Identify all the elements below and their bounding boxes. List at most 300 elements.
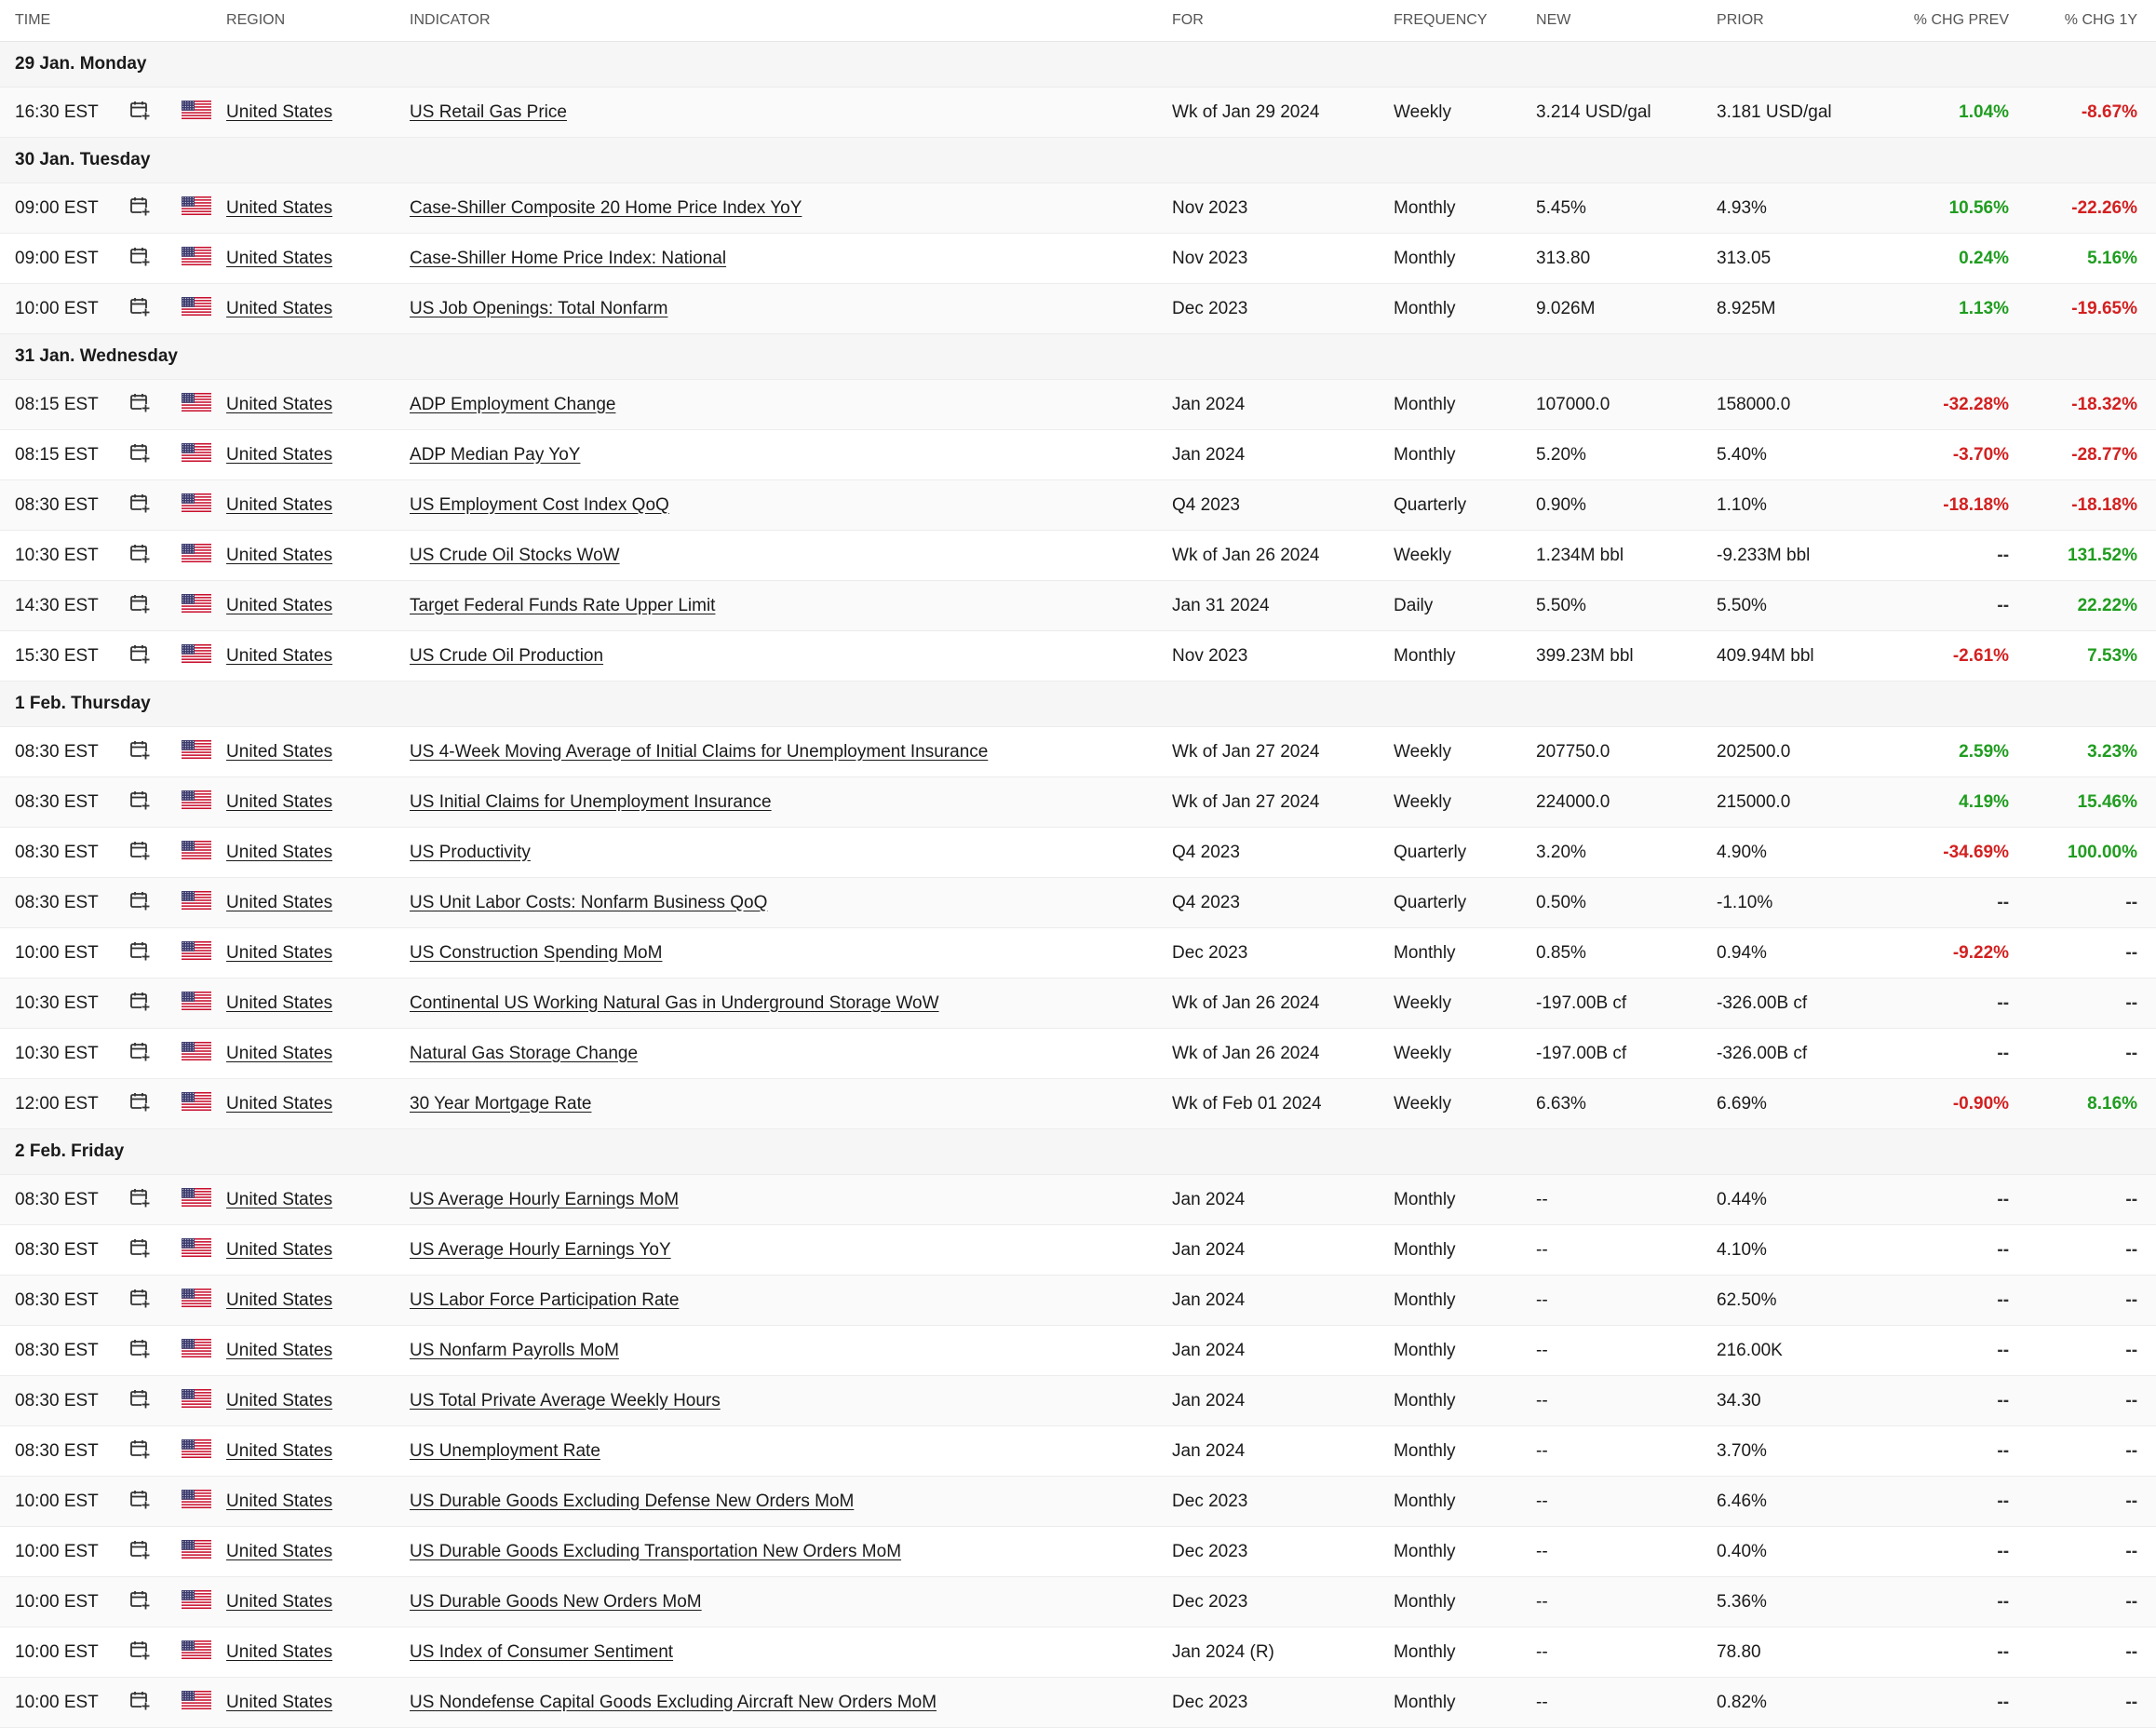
calendar-add-icon[interactable]	[129, 1041, 150, 1067]
region-link[interactable]: United States	[226, 1678, 410, 1728]
table-row	[0, 1577, 2156, 1627]
indicator-link[interactable]: Case-Shiller Composite 20 Home Price Index YoY	[410, 183, 1172, 234]
event-chg-prev: -0.90%	[1884, 1079, 2028, 1129]
event-frequency: Weekly	[1394, 777, 1536, 828]
event-period: Wk of Jan 27 2024	[1172, 777, 1394, 828]
region-link[interactable]: United States	[226, 234, 410, 284]
add-to-calendar-button[interactable]	[126, 878, 182, 928]
event-chg-1y: 100.00%	[2028, 828, 2156, 878]
event-chg-1y: 8.16%	[2028, 1079, 2156, 1129]
table-row	[0, 1029, 2156, 1079]
event-new-value: --	[1536, 1577, 1717, 1627]
event-new-value: 5.45%	[1536, 183, 1717, 234]
event-time: 16:30 EST	[0, 88, 126, 138]
indicator-link[interactable]: US Durable Goods New Orders MoM	[410, 1577, 1172, 1627]
flag-cell	[182, 531, 226, 581]
region-link[interactable]: United States	[226, 380, 410, 430]
us-flag-icon	[182, 1590, 211, 1614]
indicator-link[interactable]: US Crude Oil Stocks WoW	[410, 531, 1172, 581]
event-period: Dec 2023	[1172, 284, 1394, 334]
event-period: Q4 2023	[1172, 480, 1394, 531]
event-frequency: Quarterly	[1394, 878, 1536, 928]
event-frequency: Monthly	[1394, 631, 1536, 682]
flag-cell	[182, 430, 226, 480]
event-new-value: -197.00B cf	[1536, 1029, 1717, 1079]
indicator-link[interactable]: Natural Gas Storage Change	[410, 1029, 1172, 1079]
day-header	[0, 1129, 2156, 1175]
event-chg-prev: --	[1884, 1426, 2028, 1477]
event-frequency: Monthly	[1394, 1376, 1536, 1426]
calendar-add-icon[interactable]	[129, 1288, 150, 1314]
region-link[interactable]: United States	[226, 480, 410, 531]
table-row	[0, 430, 2156, 480]
indicator-link[interactable]: ADP Median Pay YoY	[410, 430, 1172, 480]
table-row	[0, 979, 2156, 1029]
event-prior-value: 0.40%	[1717, 1527, 1884, 1577]
region-link[interactable]: United States	[226, 1527, 410, 1577]
indicator-link[interactable]: US Labor Force Participation Rate	[410, 1276, 1172, 1326]
table-row	[0, 631, 2156, 682]
indicator-link[interactable]: Case-Shiller Home Price Index: National	[410, 234, 1172, 284]
event-chg-1y: --	[2028, 1527, 2156, 1577]
calendar-add-icon[interactable]	[129, 890, 150, 916]
header-region[interactable]: REGION	[226, 0, 410, 42]
calendar-add-icon[interactable]	[129, 1489, 150, 1515]
event-time: 08:30 EST	[0, 1326, 126, 1376]
event-chg-1y: --	[2028, 1477, 2156, 1527]
header-chg-1y[interactable]: % CHG 1Y	[2028, 0, 2156, 42]
event-frequency: Daily	[1394, 581, 1536, 631]
event-new-value: 224000.0	[1536, 777, 1717, 828]
flag-cell	[182, 1326, 226, 1376]
event-chg-1y: --	[2028, 1627, 2156, 1678]
event-chg-prev: --	[1884, 1276, 2028, 1326]
event-new-value: --	[1536, 1477, 1717, 1527]
calendar-add-icon[interactable]	[129, 100, 150, 126]
header-prior[interactable]: PRIOR	[1717, 0, 1884, 42]
region-link[interactable]: United States	[226, 1276, 410, 1326]
flag-cell	[182, 1477, 226, 1527]
indicator-link[interactable]: US Crude Oil Production	[410, 631, 1172, 682]
event-new-value: 207750.0	[1536, 727, 1717, 777]
event-prior-value: 215000.0	[1717, 777, 1884, 828]
indicator-link[interactable]: US Job Openings: Total Nonfarm	[410, 284, 1172, 334]
event-chg-prev: --	[1884, 979, 2028, 1029]
event-period: Wk of Jan 26 2024	[1172, 1029, 1394, 1079]
region-link[interactable]: United States	[226, 1477, 410, 1527]
table-row	[0, 1678, 2156, 1728]
event-chg-prev: --	[1884, 581, 2028, 631]
event-prior-value: 3.181 USD/gal	[1717, 88, 1884, 138]
event-frequency: Monthly	[1394, 1276, 1536, 1326]
calendar-add-icon[interactable]	[129, 1640, 150, 1666]
region-link[interactable]: United States	[226, 1426, 410, 1477]
event-chg-prev: --	[1884, 1577, 2028, 1627]
region-link[interactable]: United States	[226, 979, 410, 1029]
region-link[interactable]: United States	[226, 1326, 410, 1376]
header-for[interactable]: FOR	[1172, 0, 1394, 42]
event-chg-1y: 3.23%	[2028, 727, 2156, 777]
calendar-add-icon[interactable]	[129, 246, 150, 272]
calendar-add-icon[interactable]	[129, 392, 150, 418]
calendar-add-icon[interactable]	[129, 1438, 150, 1465]
region-link[interactable]: United States	[226, 88, 410, 138]
flag-cell	[182, 979, 226, 1029]
day-label: 1 Feb. Thursday	[0, 682, 2156, 727]
flag-cell	[182, 1678, 226, 1728]
event-prior-value: 1.10%	[1717, 480, 1884, 531]
calendar-add-icon[interactable]	[129, 940, 150, 966]
header-time[interactable]: TIME	[0, 0, 226, 42]
indicator-link[interactable]: US Unemployment Rate	[410, 1426, 1172, 1477]
us-flag-icon	[182, 790, 211, 815]
flag-cell	[182, 1527, 226, 1577]
region-link[interactable]: United States	[226, 1175, 410, 1225]
event-time: 10:00 EST	[0, 284, 126, 334]
event-new-value: 107000.0	[1536, 380, 1717, 430]
add-to-calendar-button[interactable]	[126, 88, 182, 138]
event-frequency: Weekly	[1394, 531, 1536, 581]
event-chg-1y: -8.67%	[2028, 88, 2156, 138]
calendar-add-icon[interactable]	[129, 593, 150, 619]
indicator-link[interactable]: Target Federal Funds Rate Upper Limit	[410, 581, 1172, 631]
event-prior-value: 62.50%	[1717, 1276, 1884, 1326]
add-to-calendar-button[interactable]	[126, 727, 182, 777]
region-link[interactable]: United States	[226, 430, 410, 480]
add-to-calendar-button[interactable]	[126, 1175, 182, 1225]
us-flag-icon	[182, 740, 211, 764]
event-chg-1y: --	[2028, 1326, 2156, 1376]
event-frequency: Monthly	[1394, 430, 1536, 480]
us-flag-icon	[182, 544, 211, 568]
calendar-add-icon[interactable]	[129, 543, 150, 569]
event-frequency: Monthly	[1394, 1577, 1536, 1627]
event-time: 10:30 EST	[0, 1029, 126, 1079]
add-to-calendar-button[interactable]	[126, 777, 182, 828]
us-flag-icon	[182, 196, 211, 221]
flag-cell	[182, 777, 226, 828]
add-to-calendar-button[interactable]	[126, 531, 182, 581]
add-to-calendar-button[interactable]	[126, 480, 182, 531]
us-flag-icon	[182, 443, 211, 467]
event-prior-value: -1.10%	[1717, 878, 1884, 928]
event-time: 08:30 EST	[0, 1175, 126, 1225]
event-new-value: --	[1536, 1175, 1717, 1225]
event-period: Wk of Jan 27 2024	[1172, 727, 1394, 777]
region-link[interactable]: United States	[226, 928, 410, 979]
table-row	[0, 828, 2156, 878]
region-link[interactable]: United States	[226, 1627, 410, 1678]
event-chg-1y: -28.77%	[2028, 430, 2156, 480]
event-chg-1y: --	[2028, 878, 2156, 928]
indicator-link[interactable]: US Employment Cost Index QoQ	[410, 480, 1172, 531]
event-period: Dec 2023	[1172, 928, 1394, 979]
region-link[interactable]: United States	[226, 1029, 410, 1079]
region-link[interactable]: United States	[226, 531, 410, 581]
indicator-link[interactable]: US Durable Goods Excluding Defense New Orders MoM	[410, 1477, 1172, 1527]
calendar-add-icon[interactable]	[129, 790, 150, 816]
event-period: Dec 2023	[1172, 1527, 1394, 1577]
event-chg-1y: --	[2028, 979, 2156, 1029]
us-flag-icon	[182, 1490, 211, 1514]
event-frequency: Monthly	[1394, 1175, 1536, 1225]
add-to-calendar-button[interactable]	[126, 1029, 182, 1079]
event-time: 09:00 EST	[0, 234, 126, 284]
event-chg-1y: -19.65%	[2028, 284, 2156, 334]
us-flag-icon	[182, 1238, 211, 1262]
event-chg-prev: --	[1884, 1029, 2028, 1079]
add-to-calendar-button[interactable]	[126, 430, 182, 480]
calendar-add-icon[interactable]	[129, 296, 150, 322]
calendar-add-icon[interactable]	[129, 1388, 150, 1414]
table-row	[0, 727, 2156, 777]
us-flag-icon	[182, 101, 211, 125]
flag-cell	[182, 480, 226, 531]
event-chg-prev: 1.04%	[1884, 88, 2028, 138]
region-link[interactable]: United States	[226, 1225, 410, 1276]
header-frequency[interactable]: FREQUENCY	[1394, 0, 1536, 42]
event-new-value: -197.00B cf	[1536, 979, 1717, 1029]
add-to-calendar-button[interactable]	[126, 1376, 182, 1426]
event-frequency: Monthly	[1394, 1225, 1536, 1276]
indicator-link[interactable]: US Initial Claims for Unemployment Insurance	[410, 777, 1172, 828]
event-chg-prev: --	[1884, 1678, 2028, 1728]
day-label: 31 Jan. Wednesday	[0, 334, 2156, 380]
add-to-calendar-button[interactable]	[126, 581, 182, 631]
event-period: Jan 31 2024	[1172, 581, 1394, 631]
event-prior-value: 78.80	[1717, 1627, 1884, 1678]
flag-cell	[182, 1029, 226, 1079]
us-flag-icon	[182, 1439, 211, 1464]
event-time: 08:15 EST	[0, 430, 126, 480]
event-frequency: Monthly	[1394, 1627, 1536, 1678]
calendar-add-icon[interactable]	[129, 643, 150, 669]
table-row	[0, 183, 2156, 234]
calendar-add-icon[interactable]	[129, 442, 150, 468]
flag-cell	[182, 380, 226, 430]
event-period: Jan 2024	[1172, 1276, 1394, 1326]
event-chg-prev: 0.24%	[1884, 234, 2028, 284]
event-time: 08:30 EST	[0, 1225, 126, 1276]
us-flag-icon	[182, 1188, 211, 1212]
us-flag-icon	[182, 247, 211, 271]
add-to-calendar-button[interactable]	[126, 284, 182, 334]
us-flag-icon	[182, 297, 211, 321]
table-row	[0, 1527, 2156, 1577]
event-chg-1y: 7.53%	[2028, 631, 2156, 682]
add-to-calendar-button[interactable]	[126, 1079, 182, 1129]
event-new-value: --	[1536, 1627, 1717, 1678]
event-chg-1y: --	[2028, 1276, 2156, 1326]
region-link[interactable]: United States	[226, 1577, 410, 1627]
indicator-link[interactable]: US Unit Labor Costs: Nonfarm Business QoQ	[410, 878, 1172, 928]
event-new-value: 6.63%	[1536, 1079, 1717, 1129]
calendar-add-icon[interactable]	[129, 1690, 150, 1716]
event-new-value: 5.20%	[1536, 430, 1717, 480]
us-flag-icon	[182, 891, 211, 915]
header-chg-prev[interactable]: % CHG PREV	[1884, 0, 2028, 42]
calendar-add-icon[interactable]	[129, 493, 150, 519]
calendar-add-icon[interactable]	[129, 739, 150, 765]
flag-cell	[182, 1276, 226, 1326]
add-to-calendar-button[interactable]	[126, 183, 182, 234]
table-row	[0, 1326, 2156, 1376]
region-link[interactable]: United States	[226, 1079, 410, 1129]
indicator-link[interactable]: US Retail Gas Price	[410, 88, 1172, 138]
indicator-link[interactable]: US Average Hourly Earnings MoM	[410, 1175, 1172, 1225]
event-frequency: Monthly	[1394, 1326, 1536, 1376]
indicator-link[interactable]: US Average Hourly Earnings YoY	[410, 1225, 1172, 1276]
add-to-calendar-button[interactable]	[126, 1577, 182, 1627]
event-new-value: --	[1536, 1678, 1717, 1728]
flag-cell	[182, 828, 226, 878]
event-prior-value: 0.82%	[1717, 1678, 1884, 1728]
event-chg-prev: 1.13%	[1884, 284, 2028, 334]
event-period: Nov 2023	[1172, 183, 1394, 234]
event-prior-value: 8.925M	[1717, 284, 1884, 334]
event-prior-value: 4.93%	[1717, 183, 1884, 234]
table-row	[0, 928, 2156, 979]
event-prior-value: -326.00B cf	[1717, 979, 1884, 1029]
day-header	[0, 334, 2156, 380]
calendar-add-icon[interactable]	[129, 1539, 150, 1565]
region-link[interactable]: United States	[226, 183, 410, 234]
event-new-value: 5.50%	[1536, 581, 1717, 631]
indicator-link[interactable]: US Productivity	[410, 828, 1172, 878]
add-to-calendar-button[interactable]	[126, 1426, 182, 1477]
event-chg-prev: 2.59%	[1884, 727, 2028, 777]
flag-cell	[182, 88, 226, 138]
event-frequency: Monthly	[1394, 183, 1536, 234]
table-row	[0, 234, 2156, 284]
region-link[interactable]: United States	[226, 284, 410, 334]
event-prior-value: 158000.0	[1717, 380, 1884, 430]
event-prior-value: 216.00K	[1717, 1326, 1884, 1376]
add-to-calendar-button[interactable]	[126, 828, 182, 878]
table-row	[0, 284, 2156, 334]
add-to-calendar-button[interactable]	[126, 631, 182, 682]
event-chg-1y: --	[2028, 1426, 2156, 1477]
add-to-calendar-button[interactable]	[126, 1477, 182, 1527]
indicator-link[interactable]: US Index of Consumer Sentiment	[410, 1627, 1172, 1678]
event-frequency: Monthly	[1394, 1527, 1536, 1577]
region-link[interactable]: United States	[226, 777, 410, 828]
table-row	[0, 1276, 2156, 1326]
calendar-add-icon[interactable]	[129, 1187, 150, 1213]
event-time: 15:30 EST	[0, 631, 126, 682]
event-time: 10:00 EST	[0, 1577, 126, 1627]
add-to-calendar-button[interactable]	[126, 1225, 182, 1276]
event-chg-1y: --	[2028, 1678, 2156, 1728]
calendar-add-icon[interactable]	[129, 1589, 150, 1615]
event-time: 08:30 EST	[0, 1276, 126, 1326]
region-link[interactable]: United States	[226, 878, 410, 928]
event-period: Jan 2024 (R)	[1172, 1627, 1394, 1678]
event-time: 10:00 EST	[0, 1627, 126, 1678]
event-prior-value: 5.50%	[1717, 581, 1884, 631]
event-time: 10:00 EST	[0, 928, 126, 979]
add-to-calendar-button[interactable]	[126, 234, 182, 284]
indicator-link[interactable]: Continental US Working Natural Gas in Underground Storage WoW	[410, 979, 1172, 1029]
table-row	[0, 1376, 2156, 1426]
indicator-link[interactable]: 30 Year Mortgage Rate	[410, 1079, 1172, 1129]
event-chg-1y: --	[2028, 928, 2156, 979]
table-row	[0, 480, 2156, 531]
add-to-calendar-button[interactable]	[126, 1276, 182, 1326]
region-link[interactable]: United States	[226, 581, 410, 631]
event-prior-value: 4.10%	[1717, 1225, 1884, 1276]
indicator-link[interactable]: US 4-Week Moving Average of Initial Claims for Unemployment Insurance	[410, 727, 1172, 777]
header-indicator[interactable]: INDICATOR	[410, 0, 1172, 42]
indicator-link[interactable]: ADP Employment Change	[410, 380, 1172, 430]
us-flag-icon	[182, 1640, 211, 1665]
day-header	[0, 138, 2156, 183]
table-row	[0, 581, 2156, 631]
flag-cell	[182, 1079, 226, 1129]
event-chg-prev: -2.61%	[1884, 631, 2028, 682]
event-period: Jan 2024	[1172, 430, 1394, 480]
event-prior-value: -9.233M bbl	[1717, 531, 1884, 581]
indicator-link[interactable]: US Nonfarm Payrolls MoM	[410, 1326, 1172, 1376]
day-label: 30 Jan. Tuesday	[0, 138, 2156, 183]
indicator-link[interactable]: US Construction Spending MoM	[410, 928, 1172, 979]
region-link[interactable]: United States	[226, 631, 410, 682]
event-chg-1y: 5.16%	[2028, 234, 2156, 284]
event-frequency: Weekly	[1394, 1029, 1536, 1079]
event-new-value: --	[1536, 1527, 1717, 1577]
flag-cell	[182, 1175, 226, 1225]
add-to-calendar-button[interactable]	[126, 1527, 182, 1577]
calendar-add-icon[interactable]	[129, 196, 150, 222]
region-link[interactable]: United States	[226, 727, 410, 777]
event-time: 08:30 EST	[0, 480, 126, 531]
table-row	[0, 777, 2156, 828]
add-to-calendar-button[interactable]	[126, 380, 182, 430]
calendar-add-icon[interactable]	[129, 840, 150, 866]
table-row	[0, 531, 2156, 581]
event-period: Wk of Jan 26 2024	[1172, 531, 1394, 581]
event-chg-prev: --	[1884, 878, 2028, 928]
event-chg-1y: 131.52%	[2028, 531, 2156, 581]
us-flag-icon	[182, 1092, 211, 1116]
event-new-value: 3.20%	[1536, 828, 1717, 878]
add-to-calendar-button[interactable]	[126, 1678, 182, 1728]
header-new[interactable]: NEW	[1536, 0, 1717, 42]
region-link[interactable]: United States	[226, 828, 410, 878]
calendar-add-icon[interactable]	[129, 991, 150, 1017]
calendar-add-icon[interactable]	[129, 1338, 150, 1364]
table-body	[0, 42, 2156, 1728]
add-to-calendar-button[interactable]	[126, 1326, 182, 1376]
event-new-value: --	[1536, 1225, 1717, 1276]
indicator-link[interactable]: US Nondefense Capital Goods Excluding Aircraft New Orders MoM	[410, 1678, 1172, 1728]
region-link[interactable]: United States	[226, 1376, 410, 1426]
calendar-add-icon[interactable]	[129, 1237, 150, 1263]
event-time: 08:30 EST	[0, 1376, 126, 1426]
event-chg-prev: -18.18%	[1884, 480, 2028, 531]
add-to-calendar-button[interactable]	[126, 979, 182, 1029]
event-chg-1y: --	[2028, 1577, 2156, 1627]
day-label: 2 Feb. Friday	[0, 1129, 2156, 1175]
us-flag-icon	[182, 941, 211, 965]
event-frequency: Monthly	[1394, 1426, 1536, 1477]
indicator-link[interactable]: US Total Private Average Weekly Hours	[410, 1376, 1172, 1426]
calendar-add-icon[interactable]	[129, 1091, 150, 1117]
add-to-calendar-button[interactable]	[126, 928, 182, 979]
event-prior-value: 6.69%	[1717, 1079, 1884, 1129]
indicator-link[interactable]: US Durable Goods Excluding Transportation New Orders MoM	[410, 1527, 1172, 1577]
event-chg-prev: --	[1884, 1477, 2028, 1527]
